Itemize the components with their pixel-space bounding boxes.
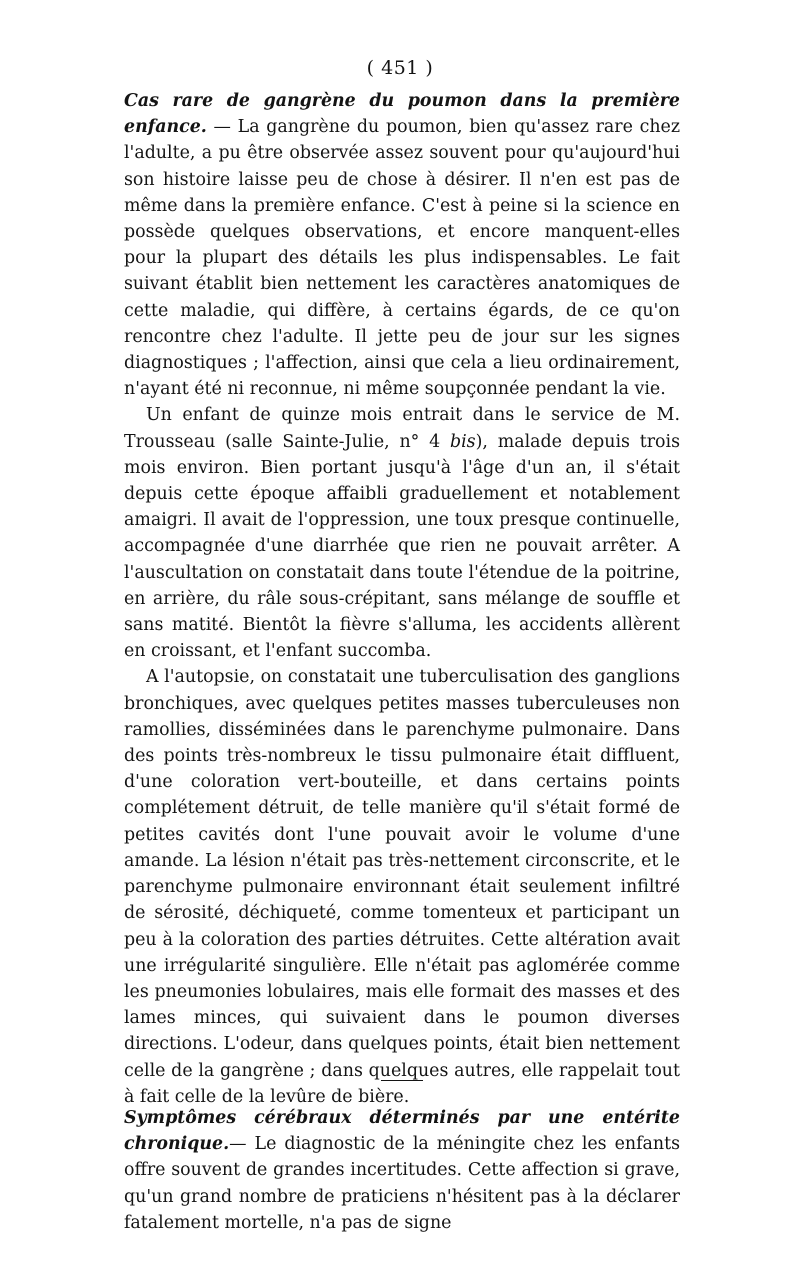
paragraph-meningitis-text: — Le diagnostic de la méningite chez les enfants offre souvent de grandes incertitudes. Cette affection si grave, qu'un grand nombre de praticiens n'hésitent pas à la déclarer fatalement mortelle, n'a pas de signe (124, 1134, 680, 1233)
paragraph-case (124, 402, 680, 664)
paragraph-case-text-1: Un enfant de quinze mois entrait dans le service de M. Trousseau (salle Sainte-Julie, n° 4 (124, 405, 680, 452)
paragraph-intro (124, 88, 680, 402)
section-divider (381, 1080, 423, 1081)
paragraph-meningitis (124, 1105, 680, 1236)
article-gangrene (124, 88, 680, 1110)
paragraph-intro-text: — La gangrène du poumon, bien qu'assez rare chez l'adulte, a pu être observée assez souvent pour qu'aujourd'hui son histoire laisse peu de chose à désirer. Il n'en est pas de même dans la première enfance. C'est à peine si la science en possède quelques observations, et encore manquent-elles pour la plupart des détails les plus indispensables. Le fait suivant établit bien nettement les caractères anatomiques de cette maladie, qui diffère, à certains égards, de ce qu'on rencontre chez l'adulte. Il jette peu de jour sur les signes diagnostiques ; l'affection, ainsi que cela a lieu ordinairement, n'ayant été ni reconnue, ni même soupçonnée pendant la vie. (124, 117, 680, 400)
section-title-gangrene: Cas rare de gangrène du poumon dans la première enfance. (124, 91, 680, 138)
section-title-symptomes: Symptômes cérébraux déterminés par une entérite chronique. (124, 1108, 680, 1155)
article-symptomes (124, 1105, 680, 1236)
paragraph-case-text-2: ), malade depuis trois mois environ. Bien portant jusqu'à l'âge d'un an, il s'était depuis cette époque affaibli graduellement et notablement amaigri. Il avait de l'oppression, une toux presque continuelle, accompagnée d'une diarrhée que rien ne pouvait arrêter. A l'auscultation on constatait dans toute l'étendue de la poitrine, en arrière, du râle sous-crépitant, sans mélange de souffle et sans matité. Bientôt la fièvre s'alluma, les accidents allèrent en croissant, et l'enfant succomba. (124, 431, 680, 662)
page-number: ( 451 ) (366, 57, 434, 79)
paragraph-case-italic: bis (449, 431, 476, 452)
paragraph-autopsy: A l'autopsie, on constatait une tuberculisation des ganglions bronchiques, avec quelques petites masses tuberculeuses non ramollies, disséminées dans le parenchyme pulmonaire. Dans des points très-nombreux le tissu pulmonaire était diffluent, d'une coloration vert-bouteille, et dans certains points complétement détruit, de telle manière qu'il s'était formé de petites cavités dont l'une pouvait avoir le volume d'une amande. La lésion n'était pas très-nettement circonscrite, et le parenchyme pulmonaire environnant était seulement infiltré de sérosité, déchiqueté, comme tomenteux et participant un peu à la coloration des parties détruites. Cette altération avait une irrégularité singulière. Elle n'était pas aglomérée comme les pneumonies lobulaires, mais elle formait des masses et des lames minces, qui suivaient dans le poumon diverses directions. L'odeur, dans quelques points, était bien nettement celle de la gangrène ; dans quelques autres, elle rappelait tout à fait celle de la levûre de bière. (124, 667, 680, 1107)
